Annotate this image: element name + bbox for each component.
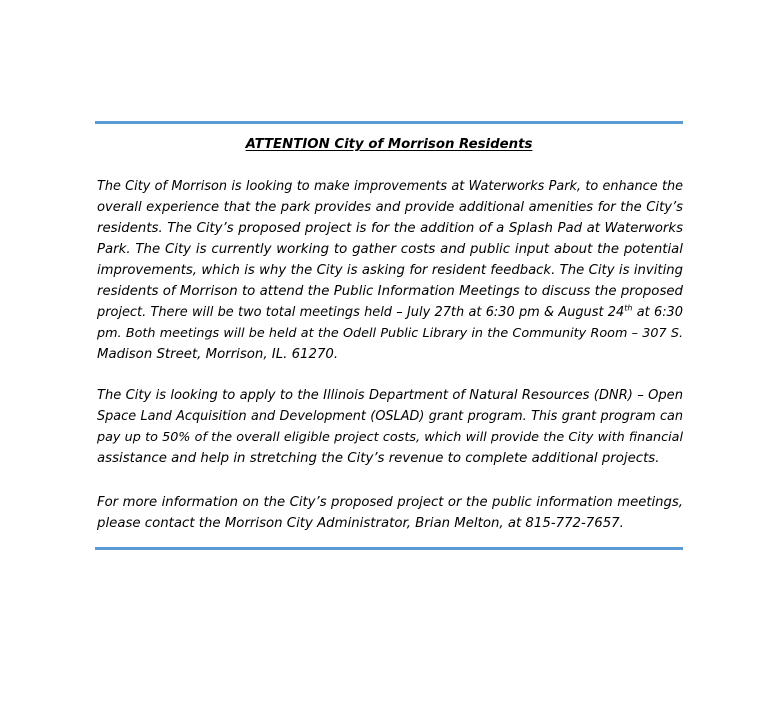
contact-line: please contact the Morrison City Administrator, Brian Melton, at 815-772-7657. [97, 516, 624, 531]
paragraph-line: The City is looking to apply to the Illinois Department of Natural Resources (DNR) – Open [97, 388, 683, 403]
paragraph-line: residents of Morrison to attend the Public Information Meetings to discuss the proposed [97, 284, 683, 299]
top-rule [95, 121, 683, 124]
paragraph-line: residents. The City’s proposed project is for the addition of a Splash Pad at Waterworks [97, 221, 683, 236]
meeting-dates-text: project. There will be two total meetings held – July 27th at 6:30 pm & August 24 [97, 305, 625, 320]
paragraph-contact-info [97, 492, 683, 534]
paragraph-line: The City of Morrison is looking to make improvements at Waterworks Park, to enhance the [97, 179, 683, 194]
paragraph-line: Park. The City is currently working to gather costs and public input about the potential [97, 242, 683, 257]
meeting-time-text: at 6:30 [632, 305, 683, 320]
paragraph-line: assistance and help in stretching the City’s revenue to complete additional projects. [97, 451, 660, 466]
paragraph-line: overall experience that the park provides and provide additional amenities for the City’s [97, 200, 683, 215]
paragraph-line: For more information on the City’s proposed project or the public information meetings, [97, 495, 683, 510]
paragraph-line: improvements, which is why the City is asking for resident feedback. The City is inviting [97, 263, 683, 278]
paragraph-line-address: Madison Street, Morrison, IL. 61270. [97, 347, 339, 362]
paragraph-line: pm. Both meetings will be held at the Odell Public Library in the Community Room – 307 S. [97, 326, 683, 341]
paragraph-line: Space Land Acquisition and Development (OSLAD) grant program. This grant program can [97, 409, 683, 424]
paragraph-meeting-info [97, 176, 683, 365]
ordinal-suffix: th [624, 303, 633, 313]
paragraph-line: pay up to 50% of the overall eligible project costs, which will provide the City with financial [97, 430, 683, 445]
document-title [95, 136, 683, 154]
paragraph-grant-info [97, 385, 683, 469]
paragraph-line-dates [97, 302, 683, 323]
bottom-rule [95, 547, 683, 550]
document-title-text: ATTENTION City of Morrison Residents [245, 137, 533, 152]
